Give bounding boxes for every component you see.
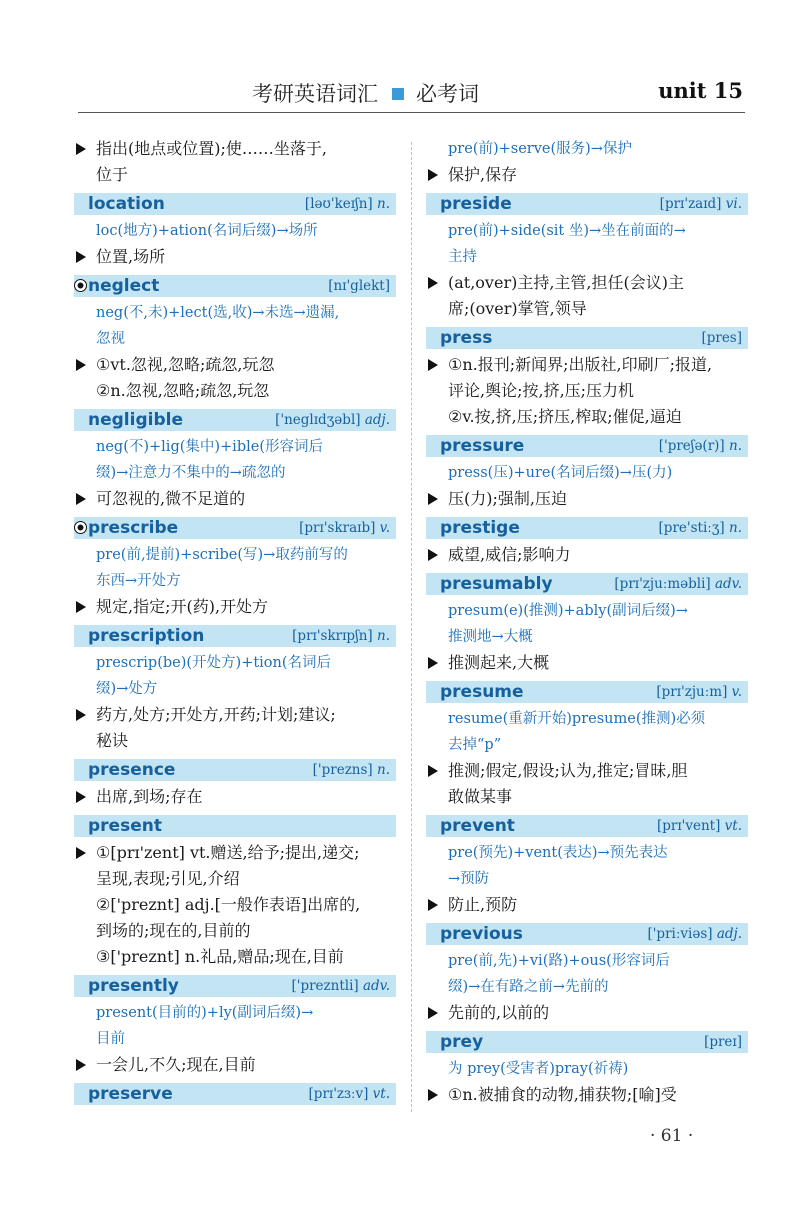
definition-line: 先前的,以前的	[428, 1000, 748, 1026]
definition-line: ①n.报刊;新闻界;出版社,印刷厂;报道,	[428, 352, 748, 378]
definition-line: 防止,预防	[428, 892, 748, 918]
phonetic: ['prezns] n.	[312, 762, 390, 778]
entry-header-presume	[426, 681, 748, 703]
entry-header-presently	[74, 975, 396, 997]
definition-line: 威望,威信;影响力	[428, 542, 748, 568]
header-divider	[78, 112, 745, 113]
phonetic: [prɪ'skrɪpʃn] n.	[292, 628, 390, 644]
entry-header-preserve	[74, 1083, 396, 1105]
etymology-line: pre(前)+side(sit 坐)→坐在前面的→	[448, 223, 686, 239]
headword: present	[88, 816, 162, 836]
triangle-bullet-icon	[428, 169, 438, 181]
definition-line: 出席,到场;存在	[76, 784, 396, 810]
phonetic: [pres]	[701, 330, 742, 346]
headword: prey	[440, 1032, 484, 1052]
entry-header-prescription	[74, 625, 396, 647]
etymology-line: resume(重新开始)presume(推测)必须	[448, 711, 706, 727]
entry-header-prescribe	[74, 517, 396, 539]
definition-line: ②['preznt] adj.[一般作表语]出席的,	[96, 895, 361, 914]
definition-line: 到场的;现在的,目前的	[96, 921, 251, 940]
headword: neglect	[74, 275, 159, 297]
headword: preside	[440, 194, 512, 214]
definition-line: 敢做某事	[448, 787, 513, 806]
triangle-bullet-icon	[76, 847, 86, 859]
headword: presumably	[440, 574, 553, 594]
headword: previous	[440, 924, 523, 944]
etymology-line: 缀)→处方	[96, 681, 158, 697]
headword: press	[440, 328, 493, 348]
definition-line: 可忽视的,微不足道的	[76, 486, 396, 512]
entry-header-present	[74, 815, 396, 837]
triangle-bullet-icon	[76, 601, 86, 613]
etymology-line: 目前	[96, 1031, 125, 1047]
definition-line: ①n.被捕食的动物,捕获物;[喻]受	[428, 1082, 748, 1108]
definition-line: 秘诀	[96, 731, 129, 750]
etymology-line: present(目前的)+ly(副词后缀)→	[96, 1005, 314, 1021]
headword: presently	[88, 976, 179, 996]
key-word-icon	[74, 521, 87, 534]
definition-line: ②v.按,挤,压;挤压,榨取;催促,逼迫	[448, 407, 682, 426]
column-divider	[411, 142, 412, 1112]
headword: prestige	[440, 518, 520, 538]
phonetic: ['neglɪdʒəbl] adj.	[275, 412, 390, 428]
entry-header-previous	[426, 923, 748, 945]
etymology-line: 主持	[448, 249, 477, 265]
etymology-line: neg(不)+lig(集中)+ible(形容词后	[96, 439, 323, 455]
phonetic: [prɪ'zjuːm] v.	[656, 684, 742, 700]
entry-header-pressure	[426, 435, 748, 457]
headword: presence	[88, 760, 176, 780]
key-word-icon	[74, 279, 87, 292]
etymology-line: presum(e)(推测)+ably(副词后缀)→	[448, 603, 688, 619]
phonetic: ['prezntli] adv.	[291, 978, 390, 994]
headword: prescribe	[74, 517, 178, 539]
definition-line: 药方,处方;开处方,开药;计划;建议;	[76, 702, 396, 728]
phonetic: [prɪ'zjuːməbli] adv.	[614, 576, 742, 592]
definition-line: 评论,舆论;按,挤,压;压力机	[448, 381, 635, 400]
etymology-line: 东西→开处方	[96, 573, 181, 589]
definition-line: ①[prɪ'zent] vt.赠送,给予;提出,递交;	[76, 840, 396, 866]
headword: prevent	[440, 816, 515, 836]
phonetic: [nɪ'glekt]	[328, 278, 390, 294]
triangle-bullet-icon	[428, 1007, 438, 1019]
phonetic: [prɪ'vent] vt.	[656, 818, 742, 834]
etymology-line: 缀)→在有路之前→先前的	[448, 979, 609, 995]
triangle-bullet-icon	[428, 493, 438, 505]
etymology-line: pre(前)+serve(服务)→保护	[448, 141, 632, 157]
right-column	[428, 136, 748, 1108]
etymology-line: 推测地→大概	[448, 629, 533, 645]
headword: prescription	[88, 626, 205, 646]
entry-header-prevent	[426, 815, 748, 837]
definition-line: 压(力);强制,压迫	[428, 486, 748, 512]
entry-header-preside	[426, 193, 748, 215]
triangle-bullet-icon	[76, 143, 86, 155]
etymology-line: prescrip(be)(开处方)+tion(名词后	[96, 655, 332, 671]
definition-line: 推测起来,大概	[428, 650, 748, 676]
definition-line: 一会儿,不久;现在,目前	[76, 1052, 396, 1078]
entry-header-location	[74, 193, 396, 215]
triangle-bullet-icon	[428, 549, 438, 561]
headword: pressure	[440, 436, 525, 456]
etymology-line: press(压)+ure(名词后缀)→压(力)	[448, 465, 673, 481]
triangle-bullet-icon	[76, 493, 86, 505]
triangle-bullet-icon	[428, 899, 438, 911]
headword: presume	[440, 682, 524, 702]
definition-line: 推测;假定,假设;认为,推定;冒昧,胆	[428, 758, 748, 784]
definition-line: 席;(over)掌管,领导	[448, 299, 587, 318]
phonetic: [prɪ'zɜːv] vt.	[308, 1086, 390, 1102]
triangle-bullet-icon	[76, 709, 86, 721]
etymology-line: 为 prey(受害者)pray(祈祷)	[448, 1061, 629, 1077]
definition-line: 规定,指定;开(药),开处方	[76, 594, 396, 620]
entry-header-negligible	[74, 409, 396, 431]
etymology-line: 去掉“p”	[448, 737, 502, 753]
etymology-line: pre(前,提前)+scribe(写)→取药前写的	[96, 547, 348, 563]
etymology-line: loc(地方)+ation(名词后缀)→场所	[96, 223, 318, 239]
phonetic: [prɪ'zaɪd] vi.	[659, 196, 742, 212]
definition-line: ②n.忽视,忽略;疏忽,玩忽	[96, 381, 270, 400]
entry-header-press	[426, 327, 748, 349]
entry-header-presence	[74, 759, 396, 781]
definition-line: 位置,场所	[76, 244, 396, 270]
phonetic: [prɪ'skraɪb] v.	[299, 520, 390, 536]
phonetic: [pre'stiːʒ] n.	[658, 520, 742, 536]
triangle-bullet-icon	[76, 359, 86, 371]
etymology-line: 缀)→注意力不集中的→疏忽的	[96, 465, 286, 481]
definition-line: 指出(地点或位置);使……坐落于,	[76, 136, 396, 162]
triangle-bullet-icon	[76, 251, 86, 263]
headword: negligible	[88, 410, 183, 430]
entry-header-neglect	[74, 275, 396, 297]
unit-label: unit 15	[658, 78, 743, 103]
definition-line: 位于	[96, 165, 129, 184]
definition-line: (at,over)主持,主管,担任(会议)主	[428, 270, 748, 296]
phonetic: [ləʊ'keɪʃn] n.	[304, 196, 390, 212]
triangle-bullet-icon	[428, 657, 438, 669]
header-title	[252, 78, 479, 108]
left-column	[76, 136, 396, 1108]
triangle-bullet-icon	[76, 1059, 86, 1071]
section-title: 必考词	[416, 82, 479, 106]
headword: location	[88, 194, 165, 214]
phonetic: ['preʃə(r)] n.	[658, 438, 742, 454]
definition-line: 呈现,表现;引见,介绍	[96, 869, 240, 888]
definition-line: 保护,保存	[428, 162, 748, 188]
entry-header-presumably	[426, 573, 748, 595]
entry-header-prestige	[426, 517, 748, 539]
etymology-line: neg(不,未)+lect(选,收)→未选→遗漏,	[96, 305, 340, 321]
definition-line: ③['preznt] n.礼品,赠品;现在,目前	[96, 947, 344, 966]
triangle-bullet-icon	[428, 277, 438, 289]
etymology-line: →预防	[448, 871, 490, 887]
entry-header-prey	[426, 1031, 748, 1053]
book-title: 考研英语词汇	[252, 82, 378, 106]
triangle-bullet-icon	[76, 791, 86, 803]
etymology-line: 忽视	[96, 331, 125, 347]
phonetic: ['priːviəs] adj.	[647, 926, 742, 942]
triangle-bullet-icon	[428, 359, 438, 371]
headword: preserve	[88, 1084, 173, 1104]
triangle-bullet-icon	[428, 765, 438, 777]
definition-line: ①vt.忽视,忽略;疏忽,玩忽	[76, 352, 396, 378]
triangle-bullet-icon	[428, 1089, 438, 1101]
page-number: · 61 ·	[650, 1126, 694, 1146]
phonetic: [preɪ]	[704, 1034, 742, 1050]
etymology-line: pre(预先)+vent(表达)→预先表达	[448, 845, 668, 861]
etymology-line: pre(前,先)+vi(路)+ous(形容词后	[448, 953, 670, 969]
square-bullet-icon	[392, 88, 404, 100]
